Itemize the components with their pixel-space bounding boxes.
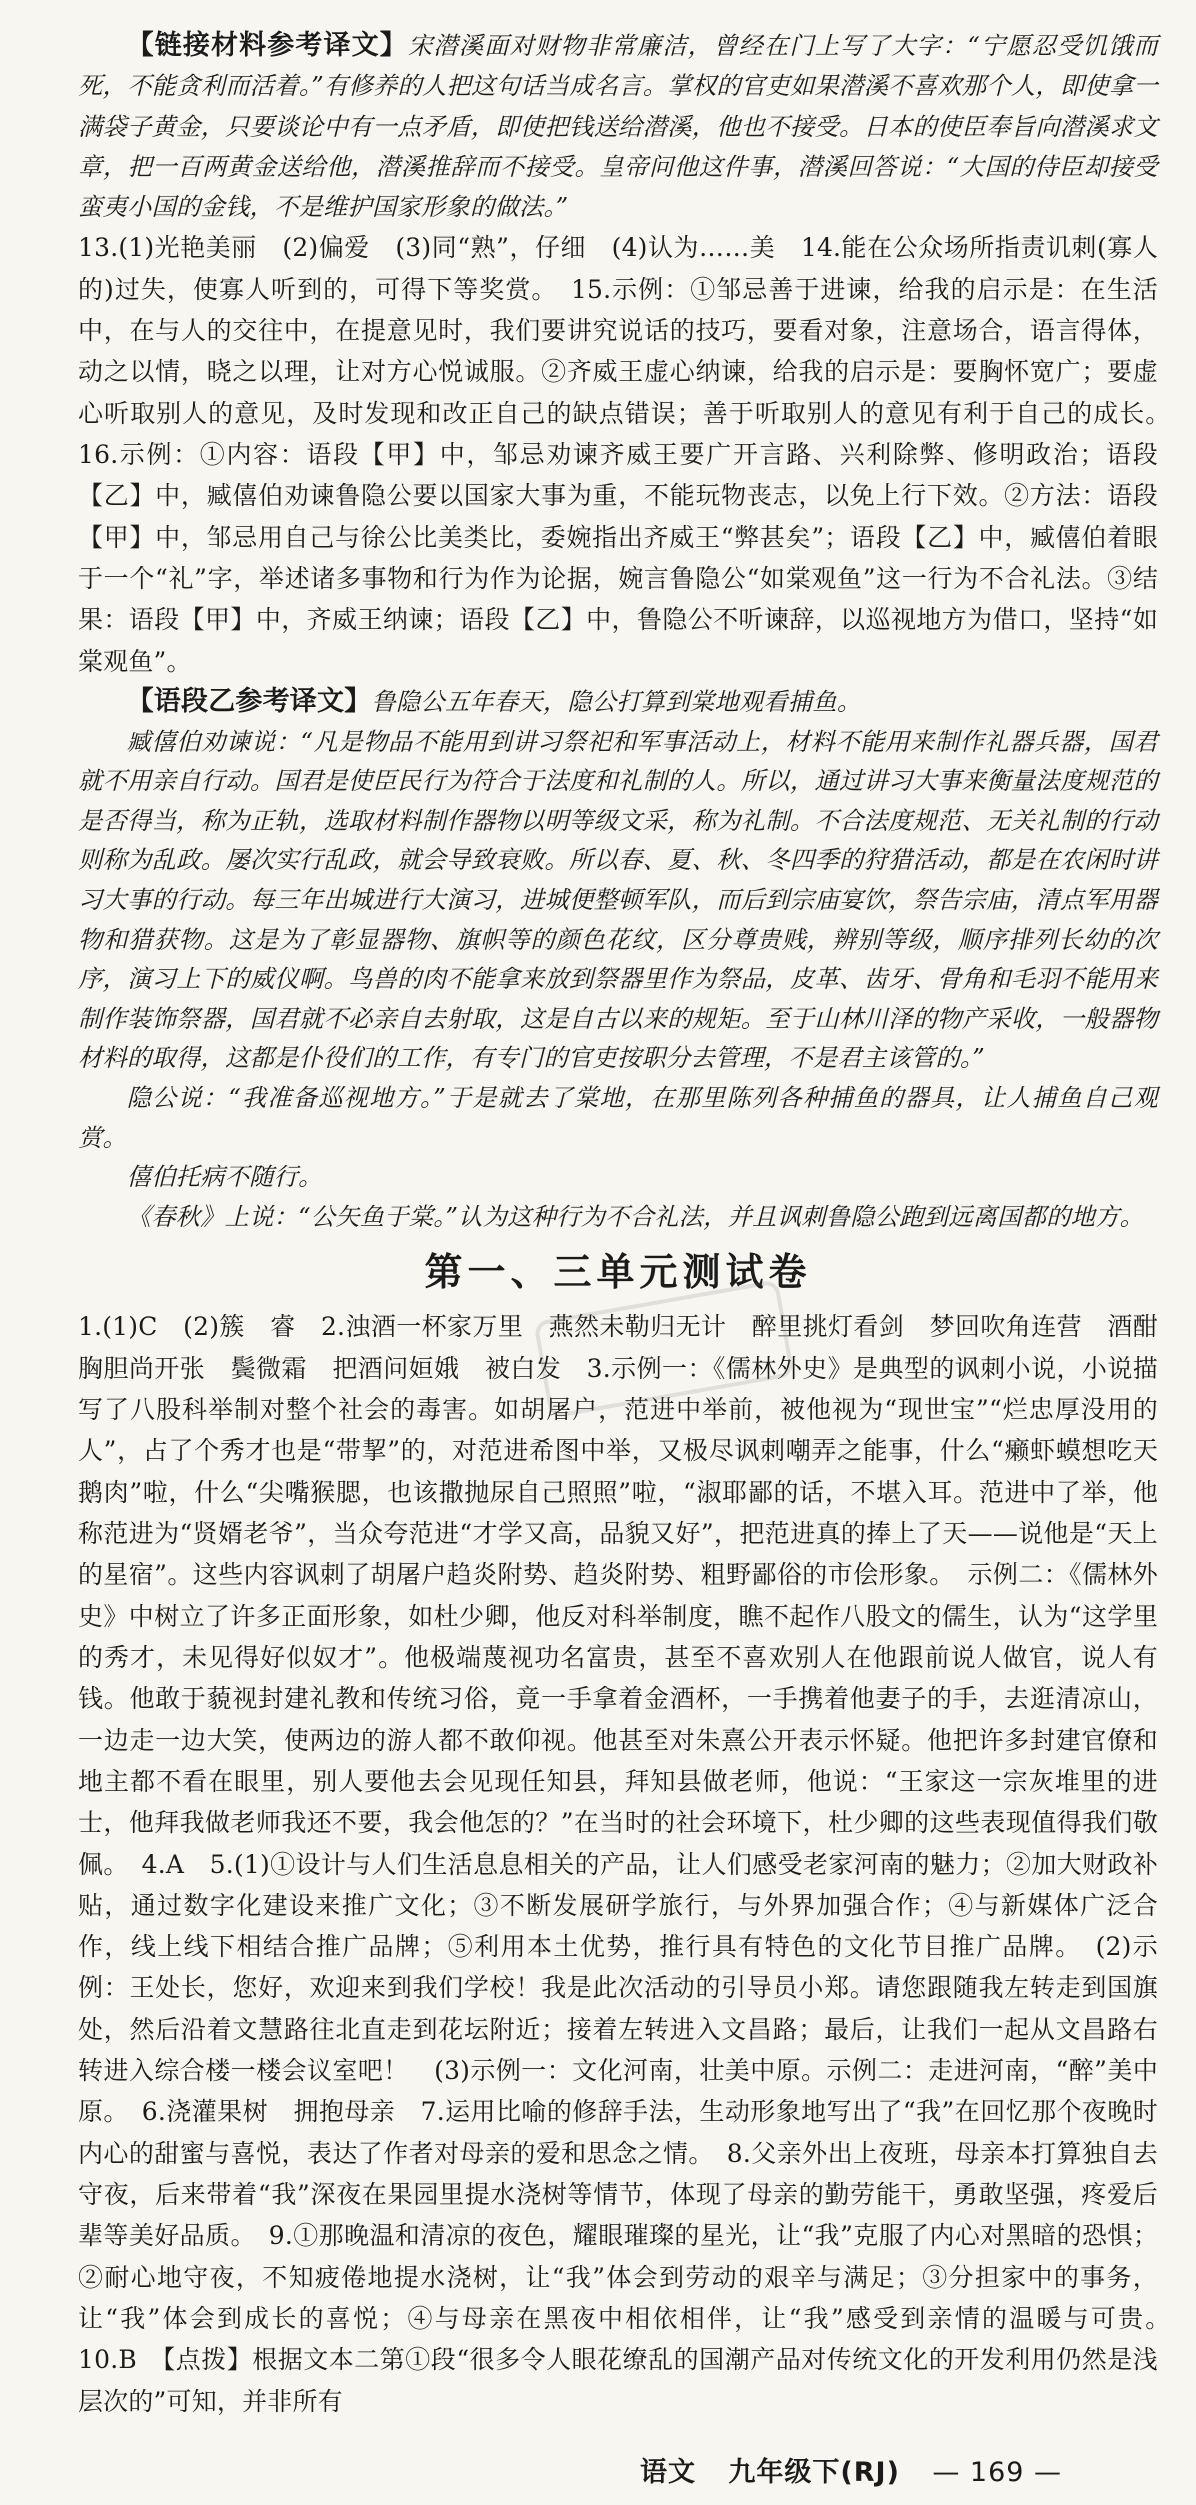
link-translation-tag: 【链接材料参考译文】 xyxy=(126,30,408,61)
footer-subject: 语文 xyxy=(640,2457,696,2488)
footer-page-number: — 169 — xyxy=(932,2457,1063,2488)
footer-grade: 九年级下(RJ) xyxy=(728,2457,900,2488)
section-title: 第一、三单元测试卷 xyxy=(424,1250,812,1295)
passage-b-intro-text: 鲁隐公五年春天，隐公打算到棠地观看捕鱼。 xyxy=(371,686,862,716)
link-translation-paragraph xyxy=(78,26,1158,227)
page-content xyxy=(78,26,1184,2422)
passage-b-paragraph-2: 隐公说：“我准备巡视地方。”于是就去了棠地，在那里陈列各种捕鱼的器具，让人捕鱼自己观赏。 xyxy=(78,1083,1158,1152)
answers-test-paper: 1.(1)C (2)簇 睿 2.浊酒一杯家万里 燕然未勒归无计 醉里挑灯看剑 梦回吹角连营 酒酣胸胆尚开张 鬓微霜 把酒问姮娥 被白发 3.示例一：《儒林外史》是典型的讽刺小说，小说描写了八股科举制对整个社会的毒害。如胡屠户，范进中举前，被他视为“现世宝”“烂忠厚没用的人”，占了个秀才也是“带挈”的，对范进希图中举，又极尽讽刺嘲弄之能事，什么“癞虾蟆想吃天鹅肉”啦，什么“尖嘴猴腮，也该撒抛尿自己照照”啦，“淑耶鄙的话，不堪入耳。范进中了举，他称范进为“贤婿老爷”，当众夸范进“才学又高，品貌又好”，把范进真的捧上了天——说他是“天上的星宿”。这些内容讽刺了胡屠户趋炎附势、趋炎附势、粗野鄙俗的市侩形象。 示例二：《儒林外史》中树立了许多正面形象，如杜少卿，他反对科举制度，瞧不起作八股文的儒生，认为“这学里的秀才，未见得好似奴才”。他极端蔑视功名富贵，甚至不喜欢别人在他跟前说人做官，说人有钱。他敢于藐视封建礼教和传统习俗，竟一手拿着金酒杯，一手携着他妻子的手，去逛清凉山，一边走一边大笑，使两边的游人都不敢仰视。他甚至对朱熹公开表示怀疑。他把许多封建官僚和地主都不看在眼里，别人要他去会见现任知县，拜知县做老师，他说：“王家这一宗灰堆里的进士，他拜我做老师我还不要，我会他怎的？”在当时的社会环境下，杜少卿的这些表现值得我们敬佩。 4.A 5.(1)①设计与人们生活息息相关的产品，让人们感受老家河南的魅力；②加大财政补贴，通过数字化建设来推广文化；③不断发展研学旅行，与外界加强合作；④与新媒体广泛合作，线上线下相结合推广品牌；⑤利用本土优势，推行具有特色的文化节目推广品牌。 (2)示例：王处长，您好，欢迎来到我们学校！我是此次活动的引导员小郑。请您跟随我左转走到国旗处，然后沿着文慧路往北直走到花坛附近；接着左转进入文昌路；最后，让我们一起从文昌路右转进入综合楼一楼会议室吧！ (3)示例一：文化河南，壮美中原。示例二：走进河南，“醉”美中原。 6.浇灌果树 拥抱母亲 7.运用比喻的修辞手法，生动形象地写出了“我”在回忆那个夜晚时内心的甜蜜与喜悦，表达了作者对母亲的爱和思念之情。 8.父亲外出上夜班，母亲本打算独自去守夜，后来带着“我”深夜在果园里提水浇树等情节，体现了母亲的勤劳能干，勇敢坚强，疼爱后辈等美好品质。 9.①那晚温和清凉的夜色，耀眼璀璨的星光，让“我”克服了内心对黑暗的恐惧；②耐心地守夜，不知疲倦地提水浇树，让“我”体会到劳动的艰辛与满足；③分担家中的事务，让“我”体会到成长的喜悦；④与母亲在黑夜中相依相伴，让“我”感受到亲情的温暖与可贵。 10.B 【点拨】根据文本二第①段“很多令人眼花缭乱的国潮产品对传统文化的开发利用仍然是浅层次的”可知，并非所有 xyxy=(78,1312,1184,2416)
passage-b-intro xyxy=(78,682,1158,722)
passage-b-tag: 【语段乙参考译文】 xyxy=(126,685,372,717)
passage-b-paragraph-3: 僖伯托病不随行。 xyxy=(126,1162,323,1192)
answers-13-16: 13.(1)光艳美丽 (2)偏爱 (3)同“熟”，仔细 (4)认为……美 14.能在公众场所指责讥刺(寡人的)过失，使寡人听到的，可得下等奖赏。 15.示例：①邹忌善于进谏，给我的启示是：在生活中，在与人的交往中，在提意见时，我们要讲究说话的技巧，要看对象，注意场合，语言得体，动之以情，晓之以理，让对方心悦诚服。②齐威王虚心纳谏，给我的启示是：要胸怀宽广；要虚心听取别人的意见，及时发现和改正自己的缺点错误；善于听取别人的意见有利于自己的成长。 16.示例：①内容：语段【甲】中，邹忌劝谏齐威王要广开言路、兴利除弊、修明政治；语段【乙】中，臧僖伯劝谏鲁隐公要以国家大事为重，不能玩物丧志，以免上行下效。②方法：语段【甲】中，邹忌用自己与徐公比美类比，委婉指出齐威王“弊甚矣”；语段【乙】中，臧僖伯着眼于一个“礼”字，举述诸多事物和行为作为论据，婉言鲁隐公“如棠观鱼”这一行为不合礼法。③结果：语段【甲】中，齐威王纳谏；语段【乙】中，鲁隐公不听谏辞，以巡视地方为借口，坚持“如棠观鱼”。 xyxy=(78,233,1184,676)
link-translation-text: 宋潜溪面对财物非常廉洁，曾经在门上写了大字：“宁愿忍受饥饿而死，不能贪利而活着。”有修养的人把这句话当成名言。掌权的官吏如果潜溪不喜欢那个人，即使拿一满袋子黄金，只要谈论中有一点矛盾，即使把钱送给潜溪，他也不接受。日本的使臣奉旨向潜溪求文章，把一百两黄金送给他，潜溪推辞而不接受。皇帝问他这件事，潜溪回答说：“大国的侍臣却接受蛮夷小国的金钱，不是维护国家形象的做法。” xyxy=(78,31,1159,222)
passage-b-paragraph-1: 臧僖伯劝谏说：“凡是物品不能用到讲习祭祀和军事活动上，材料不能用来制作礼器兵器，国君就不用亲自行动。国君是使臣民行为符合于法度和礼制的人。所以，通过讲习大事来衡量法度规范的是否得当，称为正轨，选取材料制作器物以明等级文采，称为礼制。不合法度规范、无关礼制的行动则称为乱政。屡次实行乱政，就会导致衰败。所以春、夏、秋、冬四季的狩猎活动，都是在农闲时讲习大事的行动。每三年出城进行大演习，进城便整顿军队，而后到宗庙宴饮，祭告宗庙，清点军用器物和猎获物。这是为了彰显器物、旗帜等的颜色花纹，区分尊贵贱，辨别等级，顺序排列长幼的次序，演习上下的威仪啊。鸟兽的肉不能拿来放到祭器里作为祭品，皮革、齿牙、骨角和毛羽不能用来制作装饰祭器，国君就不必亲自去射取，这是自古以来的规矩。至于山林川泽的物产采收，一般器物材料的取得，这都是仆役们的工作，有专门的官吏按职分去管理，不是君主该管的。” xyxy=(78,726,1158,1073)
page-footer xyxy=(640,2450,1160,2489)
passage-b-paragraph-4: 《春秋》上说：“公矢鱼于棠。”认为这种行为不合礼法，并且讽刺鲁隐公跑到远离国都的地方。 xyxy=(126,1201,1145,1231)
